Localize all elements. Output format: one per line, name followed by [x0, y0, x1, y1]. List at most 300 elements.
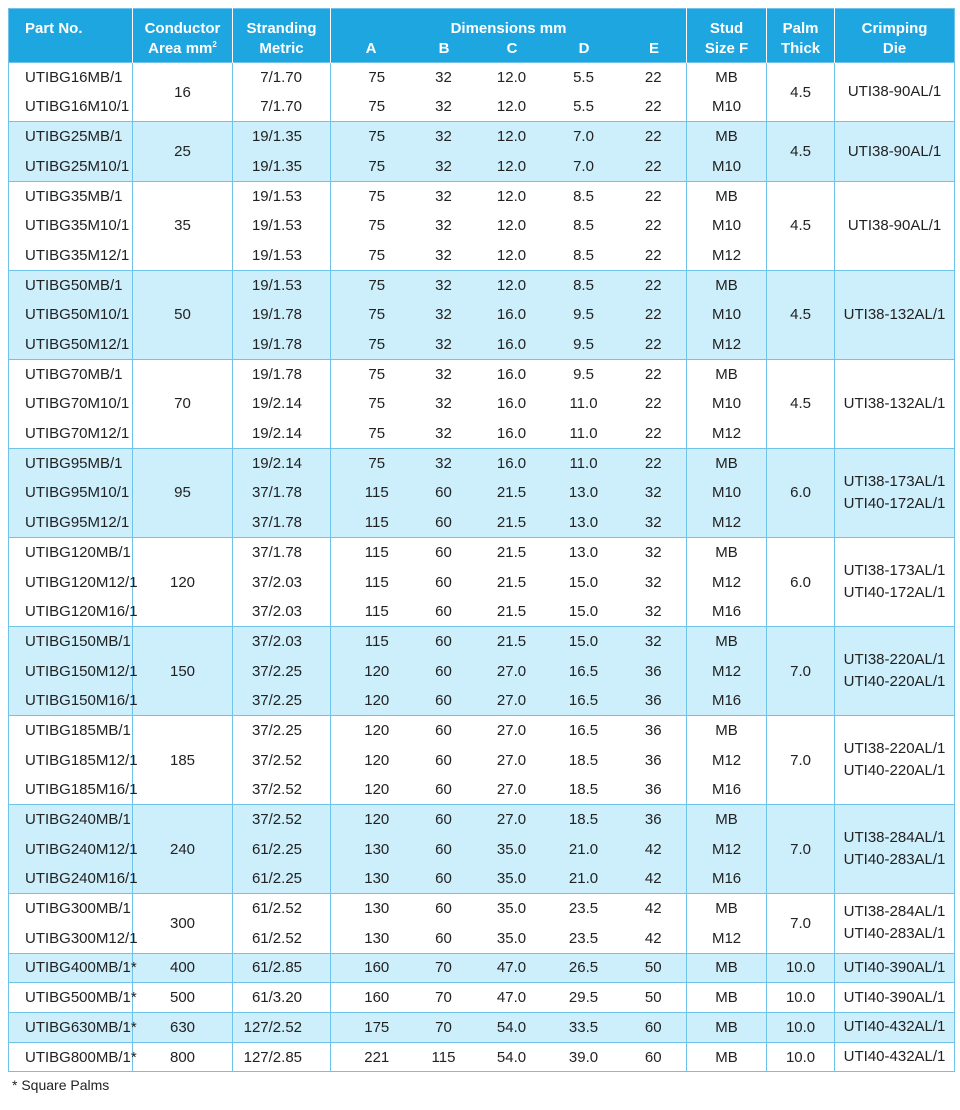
conductor-area-cell: 630: [133, 1013, 233, 1043]
stranding-cell: 37/2.25: [233, 656, 331, 686]
dim-c-cell: 27.0: [477, 805, 547, 835]
stranding-cell: 19/1.78: [233, 300, 331, 330]
dim-b-cell: 60: [435, 544, 452, 562]
stud-size-cell: M12: [687, 419, 767, 449]
stranding-cell: 19/1.78: [233, 330, 331, 360]
stud-size-cell: M12: [687, 656, 767, 686]
crimping-die-cell: [835, 359, 955, 448]
stranding-cell: 19/1.35: [233, 152, 331, 182]
stranding-cell: 127/2.52: [233, 1013, 331, 1043]
crimping-die-label: UTI40-172AL/1: [843, 494, 946, 512]
palm-thick-cell: 7.0: [767, 627, 835, 716]
dim-a-cell: 120: [331, 656, 411, 686]
dim-c-cell: 27.0: [477, 686, 547, 716]
conductor-area-cell: 16: [133, 63, 233, 122]
stud-size-cell: MB: [687, 805, 767, 835]
conductor-group: [9, 894, 955, 953]
conductor-area-cell: 500: [133, 983, 233, 1013]
dim-a-cell: 75: [331, 330, 411, 360]
dim-a-cell: 130: [364, 929, 390, 947]
dim-e-cell: 36: [621, 775, 687, 805]
conductor-area-cell: 35: [133, 181, 233, 270]
conductor-group: [9, 448, 955, 537]
crimping-die-label: UTI38-90AL/1: [847, 142, 942, 160]
dim-e-cell: 42: [621, 864, 687, 894]
dim-b-cell: 70: [411, 1013, 477, 1043]
dim-e-cell: 50: [621, 953, 687, 983]
header-palm-line1: Palm: [782, 20, 819, 37]
dim-c-cell: 21.5: [496, 573, 527, 591]
part-number-cell: UTIBG35MB/1: [9, 181, 133, 211]
dim-c-cell: 21.5: [496, 544, 527, 562]
dim-d-cell: 8.5: [547, 270, 621, 300]
part-number-cell: UTIBG70M12/1: [9, 419, 133, 449]
crimping-die-label: UTI40-432AL/1: [843, 1018, 946, 1036]
dim-d-cell: 33.5: [547, 1013, 621, 1043]
crimping-die-label: UTI40-172AL/1: [843, 584, 946, 602]
palm-thick-cell: 4.5: [767, 270, 835, 359]
dim-b-cell: 60: [411, 834, 477, 864]
stranding-cell: 37/2.03: [233, 567, 331, 597]
palm-thick-cell: 10.0: [767, 953, 835, 983]
conductor-area-cell: 800: [133, 1042, 233, 1072]
dim-b-cell: 60: [435, 900, 452, 918]
stud-size-cell: MB: [687, 448, 767, 478]
stranding-cell: 7/1.70: [233, 92, 331, 122]
dim-a-cell: 75: [368, 365, 386, 383]
dim-e-cell: 32: [621, 627, 687, 657]
dim-d-cell: 15.0: [568, 573, 599, 591]
dim-c-cell: 35.0: [496, 929, 527, 947]
table-row: [9, 538, 955, 568]
dim-e-cell: 42: [621, 834, 687, 864]
footnote-square-palms: * Square Palms: [12, 1077, 110, 1093]
conductor-area-cell: 95: [133, 448, 233, 537]
dim-d-cell: 9.5: [573, 365, 594, 383]
stud-size-cell: M12: [687, 567, 767, 597]
crimp-lug-spec-table: [8, 8, 955, 1072]
dim-e-cell: 36: [621, 805, 687, 835]
stud-size-cell: MB: [687, 1042, 767, 1072]
dim-e-cell: 32: [621, 567, 687, 597]
crimping-die-label: UTI40-432AL/1: [843, 1048, 946, 1066]
dim-e-cell: 60: [621, 1042, 687, 1072]
conductor-group: [9, 953, 955, 983]
dim-a-cell: 120: [331, 686, 411, 716]
part-number-cell: UTIBG35M12/1: [9, 241, 133, 271]
dim-a-cell: 160: [364, 989, 390, 1007]
dim-c-cell: 21.5: [496, 602, 527, 620]
dim-e-cell: 22: [621, 211, 687, 241]
header-palm-thick: [767, 9, 835, 63]
stranding-cell: 37/2.25: [233, 716, 331, 746]
table-row: [9, 953, 955, 983]
dim-b-cell: 32: [435, 395, 452, 413]
crimping-die-cell: [835, 63, 955, 122]
crimping-die-cell: [835, 627, 955, 716]
dim-c-cell: 54.0: [477, 1013, 547, 1043]
dim-d-cell: 11.0: [569, 395, 598, 413]
table-row: [9, 122, 955, 152]
stud-size-cell: MB: [687, 122, 767, 152]
header-dim-d: D: [578, 40, 590, 57]
dim-a-cell: 221: [364, 1048, 390, 1066]
dim-a-cell: 175: [331, 1013, 411, 1043]
dim-a-cell: 115: [331, 478, 411, 508]
stud-size-cell: M12: [687, 923, 767, 953]
dim-a-cell: 75: [331, 300, 411, 330]
dim-e-cell: 22: [621, 152, 687, 182]
dim-d-cell: 11.0: [569, 424, 598, 442]
stranding-cell: 19/2.14: [233, 419, 331, 449]
dim-b-cell: 60: [435, 602, 452, 620]
palm-thick-cell: 10.0: [767, 983, 835, 1013]
dim-d-cell: 29.5: [568, 989, 599, 1007]
part-number-cell: UTIBG120MB/1: [9, 538, 133, 568]
part-number-cell: UTIBG150MB/1: [9, 627, 133, 657]
stranding-cell: 37/2.03: [233, 597, 331, 627]
dim-b-cell: 70: [411, 953, 477, 983]
stranding-cell: 37/2.52: [233, 745, 331, 775]
dim-b-cell: 32: [411, 270, 477, 300]
stud-size-cell: M10: [687, 389, 767, 419]
dim-d-cell: 16.5: [547, 656, 621, 686]
dim-c-cell: 21.5: [477, 478, 547, 508]
conductor-group: [9, 627, 955, 716]
dim-d-cell: 5.5: [573, 98, 594, 116]
table-row: [9, 1042, 955, 1072]
header-stud-size: [687, 9, 767, 63]
dim-b-cell: 32: [435, 365, 452, 383]
stranding-cell: 19/1.53: [233, 241, 331, 271]
dim-a-cell: 75: [368, 217, 386, 235]
stranding-cell: 61/3.20: [233, 983, 331, 1013]
part-number-cell: UTIBG185MB/1: [9, 716, 133, 746]
conductor-group: [9, 805, 955, 894]
dim-e-cell: 36: [621, 686, 687, 716]
header-stud-line2: Size F: [704, 40, 749, 57]
conductor-group: [9, 1013, 955, 1043]
dim-c-cell: 35.0: [477, 864, 547, 894]
stud-size-cell: M12: [687, 241, 767, 271]
stranding-cell: 37/2.25: [233, 686, 331, 716]
dim-a-cell: 75: [331, 448, 411, 478]
header-dim-e: E: [648, 40, 659, 57]
crimping-die-cell: [835, 538, 955, 627]
stranding-cell: 19/1.35: [233, 122, 331, 152]
dim-e-cell: 36: [621, 745, 687, 775]
dim-c-cell: 12.0: [477, 152, 547, 182]
crimping-die-label: UTI38-220AL/1: [843, 651, 946, 669]
stranding-cell: 19/1.53: [233, 211, 331, 241]
part-number-cell: UTIBG25MB/1: [9, 122, 133, 152]
header-dim-a: A: [365, 40, 377, 57]
header-crimp-line1: Crimping: [861, 20, 928, 37]
crimping-die-label: UTI38-284AL/1: [843, 903, 946, 921]
dim-c-cell: 16.0: [477, 448, 547, 478]
dim-c-cell: 16.0: [496, 424, 527, 442]
stud-size-cell: M16: [687, 864, 767, 894]
dim-e-cell: 22: [621, 448, 687, 478]
crimping-die-label: UTI40-283AL/1: [843, 925, 946, 943]
header-stranding-line2: Metric: [259, 40, 304, 57]
stud-size-cell: MB: [687, 983, 767, 1013]
dim-d-cell: 13.0: [547, 478, 621, 508]
dim-a-cell: 75: [368, 98, 386, 116]
table-row: [9, 983, 955, 1013]
dim-b-cell: 60: [435, 751, 452, 769]
dim-a-cell: 120: [364, 781, 390, 799]
part-number-cell: UTIBG35M10/1: [9, 211, 133, 241]
dim-e-cell: 42: [621, 923, 687, 953]
dim-e-cell: 22: [621, 270, 687, 300]
dim-e-cell: 36: [621, 716, 687, 746]
stud-size-cell: M10: [687, 211, 767, 241]
palm-thick-cell: 6.0: [767, 538, 835, 627]
palm-thick-cell: 7.0: [767, 805, 835, 894]
dim-b-cell: 60: [411, 864, 477, 894]
dim-e-cell: 60: [621, 1013, 687, 1043]
dim-c-cell: 12.0: [496, 98, 527, 116]
dim-c-cell: 27.0: [477, 656, 547, 686]
crimping-die-cell: [835, 805, 955, 894]
header-conductor-line2: Area mm: [148, 40, 213, 57]
stud-size-cell: M12: [687, 508, 767, 538]
stud-size-cell: M16: [687, 775, 767, 805]
dim-e-cell: 32: [621, 597, 687, 627]
dim-d-cell: 26.5: [547, 953, 621, 983]
dim-b-cell: 32: [435, 187, 452, 205]
palm-thick-cell: 4.5: [767, 181, 835, 270]
part-number-cell: UTIBG300M12/1: [9, 923, 133, 953]
crimping-die-label: UTI40-283AL/1: [843, 851, 946, 869]
palm-thick-cell: 10.0: [767, 1013, 835, 1043]
crimping-die-cell: [835, 1013, 955, 1043]
dim-c-cell: 35.0: [477, 834, 547, 864]
dim-a-cell: 75: [331, 270, 411, 300]
stud-size-cell: M10: [687, 300, 767, 330]
dim-d-cell: 16.5: [568, 722, 599, 740]
stranding-cell: 19/2.14: [233, 448, 331, 478]
stud-size-cell: M12: [687, 330, 767, 360]
dim-b-cell: 115: [431, 1048, 456, 1066]
crimping-die-label: UTI40-220AL/1: [843, 673, 946, 691]
dim-d-cell: 23.5: [568, 929, 599, 947]
palm-thick-cell: 6.0: [767, 448, 835, 537]
dim-b-cell: 32: [411, 152, 477, 182]
crimping-die-label: UTI38-90AL/1: [847, 216, 942, 234]
conductor-group: [9, 359, 955, 448]
header-dimension-letters: [331, 39, 686, 59]
stranding-cell: 37/1.78: [233, 478, 331, 508]
part-number-cell: UTIBG25M10/1: [9, 152, 133, 182]
dim-a-cell: 115: [331, 627, 411, 657]
dim-e-cell: 50: [621, 983, 687, 1013]
dim-b-cell: 32: [411, 330, 477, 360]
dim-b-cell: 32: [411, 448, 477, 478]
dim-c-cell: 27.0: [496, 781, 527, 799]
crimping-die-label: UTI38-220AL/1: [843, 740, 946, 758]
dim-b-cell: 60: [411, 656, 477, 686]
conductor-area-cell: 25: [133, 122, 233, 181]
conductor-area-cell: 150: [133, 627, 233, 716]
conductor-area-cell: 240: [133, 805, 233, 894]
table-row: [9, 359, 955, 389]
crimping-die-cell: [835, 716, 955, 805]
dim-d-cell: 13.0: [547, 508, 621, 538]
conductor-area-cell: 50: [133, 270, 233, 359]
dim-c-cell: 47.0: [477, 953, 547, 983]
crimping-die-label: UTI40-220AL/1: [843, 762, 946, 780]
header-dimensions-title: Dimensions mm: [450, 20, 567, 37]
header-part-no-label: Part No.: [25, 20, 83, 37]
dim-e-cell: 22: [621, 92, 687, 122]
part-number-cell: UTIBG300MB/1: [9, 894, 133, 924]
table-row: [9, 270, 955, 300]
dim-b-cell: 60: [411, 686, 477, 716]
table-row: [9, 448, 955, 478]
header-stranding: [233, 9, 331, 63]
conductor-area-cell: 70: [133, 359, 233, 448]
crimping-die-label: UTI40-390AL/1: [843, 988, 946, 1006]
dim-e-cell: 36: [621, 656, 687, 686]
dim-d-cell: 18.5: [568, 781, 599, 799]
stud-size-cell: M12: [687, 745, 767, 775]
stranding-cell: 127/2.85: [233, 1042, 331, 1072]
dim-d-cell: 9.5: [547, 330, 621, 360]
dim-e-cell: 22: [621, 181, 687, 211]
dim-b-cell: 32: [411, 122, 477, 152]
crimping-die-label: UTI40-390AL/1: [843, 958, 946, 976]
stud-size-cell: M10: [687, 152, 767, 182]
dim-d-cell: 39.0: [568, 1048, 599, 1066]
dim-d-cell: 8.5: [573, 187, 594, 205]
stranding-cell: 19/1.53: [233, 270, 331, 300]
conductor-group: [9, 983, 955, 1013]
crimping-die-label: UTI38-173AL/1: [843, 472, 946, 490]
crimping-die-label: UTI38-173AL/1: [843, 562, 946, 580]
header-crimp-line2: Die: [882, 40, 907, 57]
dim-a-cell: 115: [364, 602, 389, 620]
dim-d-cell: 15.0: [547, 627, 621, 657]
dim-a-cell: 160: [331, 953, 411, 983]
dim-d-cell: 8.5: [573, 217, 594, 235]
table-row: [9, 181, 955, 211]
dim-c-cell: 16.0: [477, 300, 547, 330]
conductor-group: [9, 538, 955, 627]
stud-size-cell: M10: [687, 92, 767, 122]
stranding-cell: 19/1.78: [233, 359, 331, 389]
dim-a-cell: 120: [364, 751, 390, 769]
dim-c-cell: 27.0: [496, 751, 527, 769]
dim-c-cell: 16.0: [496, 395, 527, 413]
part-number-cell: UTIBG16M10/1: [9, 92, 133, 122]
palm-thick-cell: 4.5: [767, 359, 835, 448]
crimping-die-label: UTI38-284AL/1: [843, 829, 946, 847]
stud-size-cell: M16: [687, 597, 767, 627]
dim-d-cell: 9.5: [547, 300, 621, 330]
conductor-area-cell: 185: [133, 716, 233, 805]
dim-d-cell: 7.0: [547, 152, 621, 182]
crimping-die-label: UTI38-132AL/1: [843, 305, 946, 323]
dim-c-cell: 12.0: [496, 69, 527, 87]
part-number-cell: UTIBG95M10/1: [9, 478, 133, 508]
dim-c-cell: 21.5: [477, 627, 547, 657]
part-number-cell: UTIBG240M16/1: [9, 864, 133, 894]
dim-e-cell: 22: [621, 359, 687, 389]
part-number-cell: UTIBG120M16/1: [9, 597, 133, 627]
crimping-die-cell: [835, 1042, 955, 1072]
stranding-cell: 37/1.78: [233, 538, 331, 568]
dim-d-cell: 23.5: [568, 900, 599, 918]
stranding-cell: 61/2.52: [233, 923, 331, 953]
part-number-cell: UTIBG800MB/1*: [9, 1042, 133, 1072]
dim-e-cell: 22: [621, 63, 687, 93]
stud-size-cell: MB: [687, 538, 767, 568]
table-row: [9, 716, 955, 746]
header-conductor-area: [133, 9, 233, 63]
part-number-cell: UTIBG16MB/1: [9, 63, 133, 93]
dim-e-cell: 32: [621, 508, 687, 538]
conductor-group: [9, 1042, 955, 1072]
dim-c-cell: 12.0: [496, 217, 527, 235]
dim-d-cell: 16.5: [547, 686, 621, 716]
dim-a-cell: 75: [368, 246, 386, 264]
dim-b-cell: 60: [411, 627, 477, 657]
dim-e-cell: 32: [621, 538, 687, 568]
dim-b-cell: 32: [435, 98, 452, 116]
dim-b-cell: 60: [435, 929, 452, 947]
dim-b-cell: 32: [435, 217, 452, 235]
dim-c-cell: 12.0: [496, 246, 527, 264]
dim-d-cell: 18.5: [547, 805, 621, 835]
dim-d-cell: 7.0: [547, 122, 621, 152]
dim-d-cell: 13.0: [568, 544, 599, 562]
part-number-cell: UTIBG70MB/1: [9, 359, 133, 389]
dim-b-cell: 60: [411, 805, 477, 835]
stud-size-cell: MB: [687, 63, 767, 93]
dim-d-cell: 11.0: [547, 448, 621, 478]
stranding-cell: 61/2.52: [233, 894, 331, 924]
dim-b-cell: 70: [435, 989, 452, 1007]
palm-thick-cell: 10.0: [767, 1042, 835, 1072]
palm-thick-cell: 7.0: [767, 716, 835, 805]
stud-size-cell: MB: [687, 1013, 767, 1043]
stranding-cell: 37/2.03: [233, 627, 331, 657]
dim-a-cell: 75: [331, 122, 411, 152]
dim-e-cell: 22: [621, 419, 687, 449]
table-header: [9, 9, 955, 63]
dim-b-cell: 60: [411, 508, 477, 538]
stud-size-cell: MB: [687, 953, 767, 983]
dim-a-cell: 130: [331, 834, 411, 864]
crimping-die-cell: [835, 448, 955, 537]
dim-c-cell: 16.0: [477, 330, 547, 360]
part-number-cell: UTIBG50MB/1: [9, 270, 133, 300]
dim-a-cell: 115: [331, 508, 411, 538]
dim-c-cell: 47.0: [496, 989, 527, 1007]
crimping-die-cell: [835, 894, 955, 953]
dim-c-cell: 54.0: [496, 1048, 527, 1066]
dim-c-cell: 27.0: [496, 722, 527, 740]
dim-a-cell: 120: [331, 805, 411, 835]
crimping-die-cell: [835, 181, 955, 270]
dim-e-cell: 32: [621, 478, 687, 508]
conductor-group: [9, 270, 955, 359]
dim-a-cell: 130: [331, 864, 411, 894]
dim-e-cell: 22: [621, 241, 687, 271]
conductor-area-cell: 300: [133, 894, 233, 953]
